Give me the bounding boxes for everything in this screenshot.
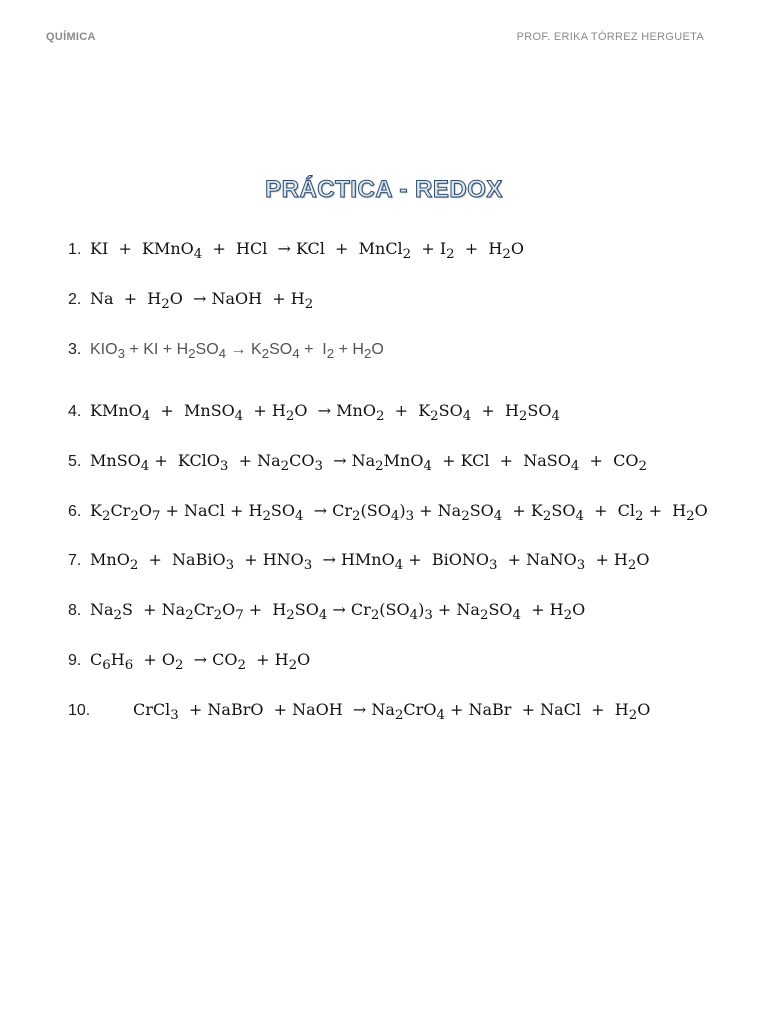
page-title: PRÁCTICA - REDOX	[265, 176, 503, 203]
reaction-6	[68, 497, 708, 525]
reaction-number: 2.	[68, 291, 82, 308]
reaction-3	[68, 335, 384, 363]
reaction-equation: CrCl$_3$ + NaBrO + NaOH → $Na_2CrO_4$ + NaBr + NaCl + $H_2O$	[133, 700, 651, 724]
reaction-equation: MnSO$_4$ + KClO$_3$ + $Na_2CO_3 \to Na_2MnO_4$ + KCl + NaSO$_4$ + $CO_2$	[90, 451, 647, 475]
reaction-number: 7.	[68, 552, 82, 569]
reaction-number: 8.	[68, 602, 82, 619]
reaction-equation: KI + KMnO$_4$ + HCl → KCl + MnCl$_2$ + $I_2 + H_2O$	[90, 239, 524, 263]
reaction-equation: $C_6H_6 + O_2 \to CO_2 + H_2O$	[90, 650, 311, 674]
reaction-equation: $Na_2S + Na_2Cr_2O_7 + H_2SO_4 \to Cr_2(SO_4)_3 + Na_2SO_4 + H_2O$	[90, 600, 586, 624]
reaction-number: 10.	[68, 702, 91, 719]
reaction-equation: $K_2Cr_2O_7$ + NaCl + $H_2SO_4 \to Cr_2(SO_4)_3 + Na_2SO_4 + K_2SO_4 + Cl_2 + H_2O$	[90, 501, 708, 525]
reaction-number: 4.	[68, 403, 82, 420]
reaction-4	[68, 397, 560, 425]
reaction-number: 5.	[68, 453, 82, 470]
reaction-10	[68, 696, 650, 724]
reaction-8	[68, 596, 585, 624]
reaction-5	[68, 447, 647, 475]
reaction-7	[68, 546, 650, 574]
reaction-number: 1.	[68, 241, 82, 258]
reaction-number: 6.	[68, 503, 82, 520]
reaction-number: 9.	[68, 652, 82, 669]
reaction-2	[68, 285, 313, 313]
reaction-9	[68, 646, 310, 674]
reaction-equation: KMnO$_4$ + MnSO$_4$ + $H_2O \to MnO_2 + K_2SO_4 + H_2SO_4$	[90, 401, 560, 425]
reaction-equation: $Na + H_2O$ → NaOH + $H_2$	[90, 289, 314, 313]
reaction-number: 3.	[68, 341, 82, 358]
reaction-equation: MnO$_2$ + NaBiO$_3$ + $HNO_3$ → HMnO$_4$ + BiONO$_3$ + NaNO$_3$ + $H_2O$	[90, 550, 650, 574]
reaction-equation: $KIO_3$ + KI + $H_2SO_4 \to K_2SO_4 + I_2 + H_2O$	[90, 341, 384, 362]
header-subject: QUÍMICA	[46, 31, 96, 43]
reaction-1	[68, 235, 524, 263]
header-teacher: PROF. ERIKA TÓRREZ HERGUETA	[516, 31, 704, 43]
